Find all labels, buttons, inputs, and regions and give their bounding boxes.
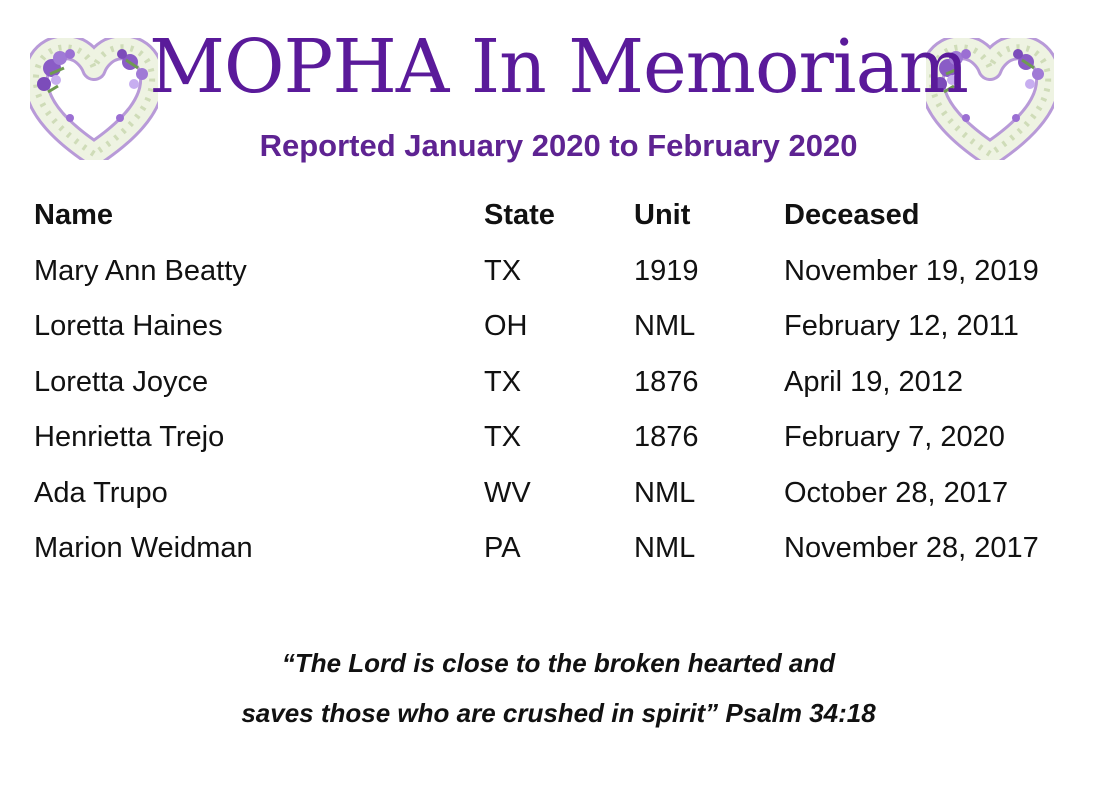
column-header-state: State (484, 199, 555, 232)
quote-line-1: “The Lord is close to the broken hearted and (281, 648, 836, 678)
column-header-unit: Unit (634, 199, 691, 232)
memorial-table (34, 188, 1084, 577)
cell-state: TX (484, 254, 522, 287)
cell-state: TX (484, 421, 522, 454)
cell-deceased: February 12, 2011 (784, 310, 1019, 343)
cell-name: Loretta Joyce (34, 365, 209, 398)
page-subtitle: Reported January 2020 to February 2020 (259, 128, 858, 163)
cell-unit: NML (634, 476, 696, 509)
cell-state: WV (484, 476, 531, 509)
quote-line-2: saves those who are crushed in spirit” Psalm 34:18 (241, 698, 876, 728)
cell-name: Mary Ann Beatty (34, 254, 247, 287)
table-row (34, 355, 1084, 411)
scripture-quote (0, 638, 1117, 738)
cell-deceased: April 19, 2012 (784, 365, 963, 398)
cell-deceased: November 19, 2019 (784, 254, 1039, 287)
cell-state: PA (484, 532, 521, 565)
table-row (34, 521, 1084, 577)
cell-deceased: October 28, 2017 (784, 476, 1009, 509)
cell-name: Ada Trupo (34, 476, 168, 509)
cell-name: Loretta Haines (34, 310, 223, 343)
cell-unit: NML (634, 310, 696, 343)
table-row (34, 466, 1084, 522)
cell-deceased: November 28, 2017 (784, 532, 1039, 565)
cell-unit: 1919 (634, 254, 699, 287)
column-header-deceased: Deceased (784, 199, 920, 232)
cell-unit: 1876 (634, 421, 699, 454)
table-row (34, 410, 1084, 466)
page-title: MOPHA In Memoriam (149, 24, 968, 110)
cell-name: Henrietta Trejo (34, 421, 225, 454)
cell-state: TX (484, 365, 522, 398)
table-header-row (34, 188, 1084, 244)
cell-deceased: February 7, 2020 (784, 421, 1005, 454)
table-row (34, 244, 1084, 300)
column-header-name: Name (34, 199, 113, 232)
cell-state: OH (484, 310, 528, 343)
cell-unit: NML (634, 532, 696, 565)
cell-name: Marion Weidman (34, 532, 253, 565)
cell-unit: 1876 (634, 365, 699, 398)
table-row (34, 299, 1084, 355)
